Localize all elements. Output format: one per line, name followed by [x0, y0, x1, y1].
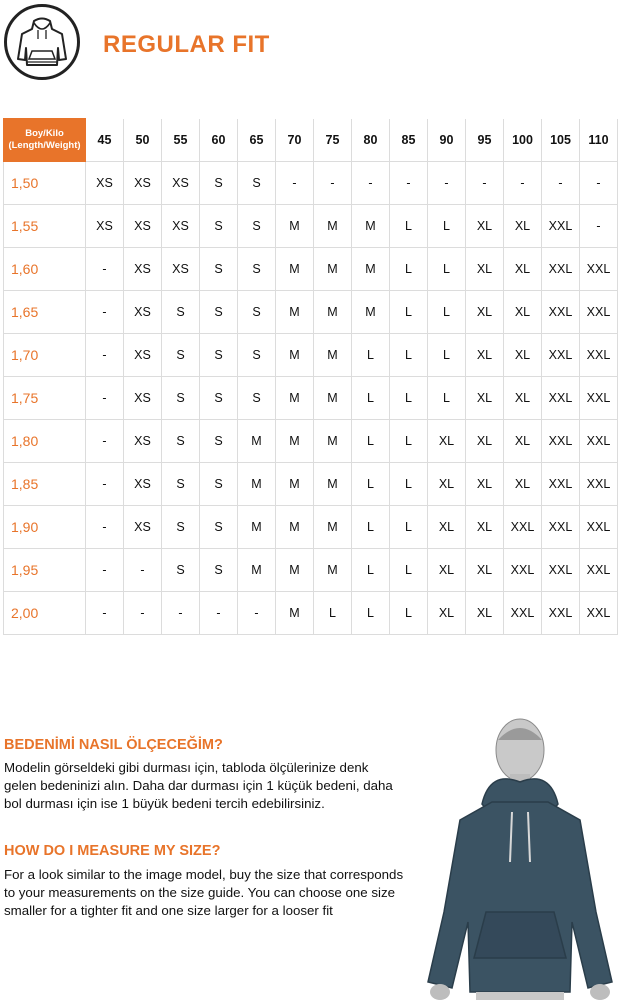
table-row: [4, 334, 618, 377]
size-cell: XXL: [580, 592, 618, 635]
weight-header: 75: [314, 119, 352, 162]
size-cell: -: [86, 291, 124, 334]
size-cell: XS: [124, 420, 162, 463]
size-cell: S: [200, 463, 238, 506]
measure-heading-tr: BEDENİMİ NASIL ÖLÇECEĞİM?: [4, 737, 223, 753]
height-label: 1,85: [4, 463, 86, 506]
size-cell: L: [352, 549, 390, 592]
size-cell: L: [390, 248, 428, 291]
size-cell: XS: [124, 463, 162, 506]
size-cell: S: [162, 463, 200, 506]
weight-header: 65: [238, 119, 276, 162]
size-cell: XL: [428, 592, 466, 635]
size-cell: L: [390, 592, 428, 635]
size-cell: M: [276, 506, 314, 549]
size-cell: L: [428, 377, 466, 420]
size-cell: S: [238, 377, 276, 420]
table-corner-label: [4, 119, 86, 162]
size-cell: XS: [124, 162, 162, 205]
size-cell: M: [314, 420, 352, 463]
weight-header: 60: [200, 119, 238, 162]
size-cell: L: [428, 291, 466, 334]
size-cell: XXL: [580, 506, 618, 549]
size-cell: M: [314, 248, 352, 291]
size-cell: XXL: [580, 549, 618, 592]
height-label: 1,50: [4, 162, 86, 205]
page-title: REGULAR FIT: [103, 31, 270, 58]
size-cell: L: [352, 592, 390, 635]
size-cell: -: [200, 592, 238, 635]
size-cell: -: [580, 205, 618, 248]
size-cell: XXL: [580, 463, 618, 506]
size-cell: XXL: [580, 420, 618, 463]
size-cell: M: [314, 549, 352, 592]
size-cell: -: [504, 162, 542, 205]
size-cell: XL: [504, 463, 542, 506]
size-cell: -: [238, 592, 276, 635]
size-cell: S: [200, 162, 238, 205]
size-cell: XXL: [580, 377, 618, 420]
size-cell: XXL: [504, 592, 542, 635]
height-label: 2,00: [4, 592, 86, 635]
table-row: [4, 205, 618, 248]
header: [0, 0, 622, 110]
size-cell: S: [200, 248, 238, 291]
size-cell: M: [352, 205, 390, 248]
size-cell: XL: [466, 506, 504, 549]
size-cell: XS: [124, 291, 162, 334]
table-row: [4, 592, 618, 635]
size-cell: S: [200, 549, 238, 592]
size-cell: XL: [428, 463, 466, 506]
table-row: [4, 248, 618, 291]
size-cell: S: [200, 377, 238, 420]
size-cell: S: [200, 334, 238, 377]
size-cell: L: [352, 506, 390, 549]
size-cell: -: [580, 162, 618, 205]
size-cell: M: [238, 463, 276, 506]
size-cell: XXL: [580, 248, 618, 291]
size-cell: -: [314, 162, 352, 205]
size-cell: XS: [162, 248, 200, 291]
measure-text-tr: Modelin görseldeki gibi durması için, tabloda ölçülerinize denk gelen bedeninizi alın. Daha dar durması için 1 küçük bedeni, daha bol durması için ise 1 büyük bedeni tercih edebilirsiniz.: [4, 760, 393, 811]
size-cell: -: [162, 592, 200, 635]
weight-header: 50: [124, 119, 162, 162]
size-cell: L: [352, 420, 390, 463]
size-cell: XS: [124, 506, 162, 549]
size-cell: XL: [504, 205, 542, 248]
size-cell: -: [466, 162, 504, 205]
size-cell: XXL: [542, 463, 580, 506]
size-cell: XS: [86, 205, 124, 248]
size-cell: XXL: [542, 248, 580, 291]
size-cell: L: [352, 377, 390, 420]
size-cell: -: [276, 162, 314, 205]
size-cell: M: [276, 291, 314, 334]
size-cell: XL: [466, 291, 504, 334]
size-cell: XXL: [580, 291, 618, 334]
size-cell: M: [238, 549, 276, 592]
size-cell: XXL: [542, 592, 580, 635]
size-cell: S: [200, 506, 238, 549]
size-cell: XXL: [542, 334, 580, 377]
size-cell: XXL: [542, 506, 580, 549]
size-cell: XXL: [542, 291, 580, 334]
size-cell: S: [200, 291, 238, 334]
height-label: 1,80: [4, 420, 86, 463]
size-cell: -: [86, 592, 124, 635]
size-cell: M: [238, 506, 276, 549]
size-cell: L: [390, 377, 428, 420]
size-cell: L: [390, 506, 428, 549]
size-cell: L: [390, 549, 428, 592]
size-cell: M: [352, 291, 390, 334]
size-cell: M: [314, 334, 352, 377]
size-cell: XL: [428, 549, 466, 592]
size-cell: XS: [162, 162, 200, 205]
measure-text-en: For a look similar to the image model, buy the size that corresponds to your measurements on the size guide. You can choose one size smaller for a tighter fit and one size larger for a looser fit: [4, 867, 404, 918]
size-cell: M: [314, 377, 352, 420]
size-table: [3, 118, 618, 635]
height-label: 1,95: [4, 549, 86, 592]
height-label: 1,90: [4, 506, 86, 549]
table-row: [4, 377, 618, 420]
size-cell: M: [276, 463, 314, 506]
weight-header: 45: [86, 119, 124, 162]
size-cell: XXL: [542, 549, 580, 592]
size-cell: XXL: [542, 205, 580, 248]
size-cell: L: [390, 463, 428, 506]
size-cell: -: [86, 549, 124, 592]
table-row: [4, 463, 618, 506]
height-label: 1,60: [4, 248, 86, 291]
size-cell: S: [238, 205, 276, 248]
size-cell: -: [352, 162, 390, 205]
size-cell: S: [238, 334, 276, 377]
size-cell: M: [238, 420, 276, 463]
weight-header: 80: [352, 119, 390, 162]
height-label: 1,65: [4, 291, 86, 334]
size-cell: -: [86, 334, 124, 377]
size-cell: XS: [86, 162, 124, 205]
size-cell: L: [428, 334, 466, 377]
size-cell: L: [390, 420, 428, 463]
size-cell: S: [162, 549, 200, 592]
size-cell: XL: [466, 248, 504, 291]
size-cell: XS: [162, 205, 200, 248]
size-cell: -: [428, 162, 466, 205]
size-cell: L: [428, 205, 466, 248]
size-cell: L: [428, 248, 466, 291]
size-cell: S: [238, 248, 276, 291]
size-cell: L: [352, 334, 390, 377]
hoodie-model-image: [420, 712, 620, 1005]
hoodie-icon: [4, 4, 80, 80]
weight-header: 110: [580, 119, 618, 162]
weight-header: 70: [276, 119, 314, 162]
size-cell: M: [276, 420, 314, 463]
size-cell: XXL: [542, 377, 580, 420]
table-row: [4, 420, 618, 463]
size-cell: -: [124, 549, 162, 592]
size-cell: -: [86, 506, 124, 549]
size-cell: XL: [504, 334, 542, 377]
size-cell: M: [276, 248, 314, 291]
size-cell: -: [86, 463, 124, 506]
size-cell: S: [200, 420, 238, 463]
size-cell: S: [238, 162, 276, 205]
size-cell: L: [390, 291, 428, 334]
size-cell: M: [276, 334, 314, 377]
size-cell: XXL: [504, 549, 542, 592]
size-cell: XL: [466, 592, 504, 635]
size-cell: XL: [504, 420, 542, 463]
size-cell: S: [162, 377, 200, 420]
size-cell: XXL: [542, 420, 580, 463]
height-label: 1,55: [4, 205, 86, 248]
size-cell: S: [200, 205, 238, 248]
weight-header: 90: [428, 119, 466, 162]
size-cell: XL: [428, 420, 466, 463]
weight-header: 100: [504, 119, 542, 162]
weight-header: 85: [390, 119, 428, 162]
size-cell: XL: [466, 549, 504, 592]
size-cell: L: [390, 334, 428, 377]
size-cell: -: [86, 377, 124, 420]
size-cell: S: [162, 506, 200, 549]
table-row: [4, 506, 618, 549]
size-cell: XS: [124, 377, 162, 420]
size-cell: XS: [124, 248, 162, 291]
size-cell: S: [162, 334, 200, 377]
size-cell: XL: [466, 463, 504, 506]
size-cell: XL: [428, 506, 466, 549]
measure-heading-en: HOW DO I MEASURE MY SIZE?: [4, 843, 221, 859]
size-cell: M: [352, 248, 390, 291]
size-cell: M: [276, 377, 314, 420]
table-header-row: [4, 119, 618, 162]
size-cell: M: [314, 506, 352, 549]
height-label: 1,75: [4, 377, 86, 420]
size-cell: M: [314, 463, 352, 506]
table-row: [4, 549, 618, 592]
size-cell: XL: [504, 291, 542, 334]
size-cell: XL: [504, 377, 542, 420]
size-cell: XS: [124, 205, 162, 248]
table-row: [4, 291, 618, 334]
size-cell: -: [542, 162, 580, 205]
weight-header: 55: [162, 119, 200, 162]
size-cell: -: [390, 162, 428, 205]
corner-label-en: (Length/Weight): [8, 140, 81, 151]
size-cell: XL: [466, 334, 504, 377]
size-cell: L: [352, 463, 390, 506]
height-label: 1,70: [4, 334, 86, 377]
size-cell: XL: [466, 205, 504, 248]
corner-label-tr: Boy/Kilo: [25, 128, 64, 139]
table-row: [4, 162, 618, 205]
size-cell: L: [390, 205, 428, 248]
size-cell: XXL: [504, 506, 542, 549]
size-cell: -: [86, 420, 124, 463]
weight-header: 95: [466, 119, 504, 162]
size-cell: L: [314, 592, 352, 635]
size-cell: XS: [124, 334, 162, 377]
size-cell: S: [162, 420, 200, 463]
size-cell: M: [276, 592, 314, 635]
size-cell: XL: [466, 377, 504, 420]
size-cell: XL: [466, 420, 504, 463]
size-cell: -: [86, 248, 124, 291]
size-cell: S: [162, 291, 200, 334]
weight-header: 105: [542, 119, 580, 162]
size-cell: -: [124, 592, 162, 635]
size-cell: M: [314, 291, 352, 334]
size-cell: M: [276, 205, 314, 248]
size-cell: M: [314, 205, 352, 248]
size-cell: M: [276, 549, 314, 592]
size-cell: XL: [504, 248, 542, 291]
size-cell: S: [238, 291, 276, 334]
size-cell: XXL: [580, 334, 618, 377]
